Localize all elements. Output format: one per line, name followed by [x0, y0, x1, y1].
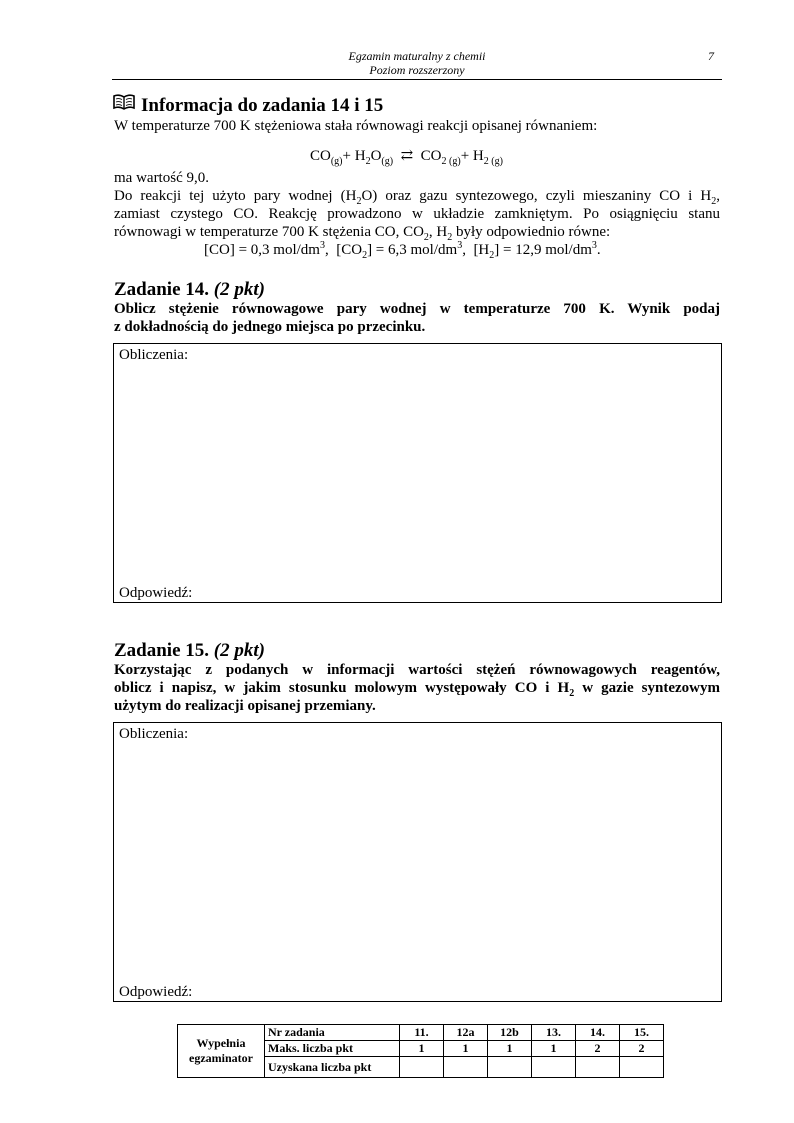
equilibrium-arrow: ⇄ — [400, 148, 414, 164]
info-paragraph-line1: Do reakcji tej użyto pary wodnej $(H_2O)$ oraz gazu syntezowego, czyli mieszaniny CO i $H_2$, — [114, 188, 720, 207]
reaction-equation: $CO_{(g)}+ H_2O_{(g)}$ ⇄ $CO_{2 (g)}+ H_{2 (g)}$ — [310, 148, 503, 167]
score-row-task-label: Nr zadania — [265, 1025, 400, 1041]
task14-instruction-line2: z dokładnością do jednego miejsca po przecinku. — [114, 319, 426, 335]
page-number: 7 — [708, 49, 714, 63]
score-task-cell: 12a — [444, 1025, 488, 1041]
task15-instruction-line1: Korzystając z podanych w informacji wartości stężeń równowagowych reagentów, — [114, 662, 720, 678]
info-heading-text: Informacja do zadania 14 i 15 — [141, 94, 384, 116]
score-got-cell[interactable] — [576, 1057, 620, 1078]
task14-calc-label: Obliczenia: — [119, 347, 189, 363]
equilibrium-value: ma wartość 9,0. — [114, 170, 209, 186]
score-got-cell[interactable] — [532, 1057, 576, 1078]
score-got-cell[interactable] — [444, 1057, 488, 1078]
header-subtitle: Poziom rozszerzony — [369, 63, 465, 77]
score-task-cell: 14. — [576, 1025, 620, 1041]
score-max-cell: 1 — [444, 1041, 488, 1057]
score-task-cell: 11. — [400, 1025, 444, 1041]
task15-heading: Zadanie 15. (2 pkt) — [114, 640, 265, 661]
score-got-cell[interactable] — [620, 1057, 664, 1078]
equilibrium-concentrations: [CO] = 0,3 mol/$dm^3$, $[CO_2] = 6,3$ mol/$dm^3$, $[H_2] = 12,9$ mol/$dm^3$. — [204, 240, 601, 261]
score-got-cell[interactable] — [488, 1057, 532, 1078]
score-max-cell: 1 — [488, 1041, 532, 1057]
score-filler-label: Wypełnia egzaminator — [178, 1025, 265, 1078]
score-table — [177, 1024, 664, 1078]
score-got-cell[interactable] — [400, 1057, 444, 1078]
score-max-cell: 2 — [576, 1041, 620, 1057]
score-max-cell: 1 — [400, 1041, 444, 1057]
task14-answer-label: Odpowiedź: — [119, 585, 193, 601]
score-task-cell: 13. — [532, 1025, 576, 1041]
task14-heading: Zadanie 14. (2 pkt) — [114, 279, 265, 300]
info-paragraph-line3: równowagi w temperaturze 700 K stężenia CO, $CO_2$, $H_2$ były odpowiednio równe: — [114, 224, 611, 243]
task14-answer-box[interactable] — [113, 343, 722, 603]
score-max-cell: 2 — [620, 1041, 664, 1057]
info-paragraph-line2: zamiast czystego CO. Reakcję prowadzono w układzie zamkniętym. Po osiągnięciu stanu — [114, 206, 720, 222]
score-task-cell: 15. — [620, 1025, 664, 1041]
score-task-cell: 12b — [488, 1025, 532, 1041]
score-row-max-label: Maks. liczba pkt — [265, 1041, 400, 1057]
score-table-wrapper — [177, 1024, 664, 1078]
header-title: Egzamin maturalny z chemii — [348, 49, 486, 63]
book-icon — [113, 94, 135, 117]
task15-instruction-line2: oblicz i napisz, w jakim stosunku molowym występowały CO i $H_2$ w gazie syntezowym — [114, 680, 720, 699]
task15-answer-box[interactable] — [113, 722, 722, 1002]
info-heading — [113, 94, 383, 117]
task15-answer-label: Odpowiedź: — [119, 984, 193, 1000]
task15-calc-label: Obliczenia: — [119, 726, 189, 742]
score-row-got-label: Uzyskana liczba pkt — [265, 1057, 400, 1078]
task14-instruction-line1: Oblicz stężenie równowagowe pary wodnej w temperaturze 700 K. Wynik podaj — [114, 301, 720, 317]
task15-instruction-line3: użytym do realizacji opisanej przemiany. — [114, 698, 376, 714]
info-intro: W temperaturze 700 K stężeniowa stała równowagi reakcji opisanej równaniem: — [114, 118, 598, 134]
header-rule — [112, 79, 722, 80]
score-max-cell: 1 — [532, 1041, 576, 1057]
